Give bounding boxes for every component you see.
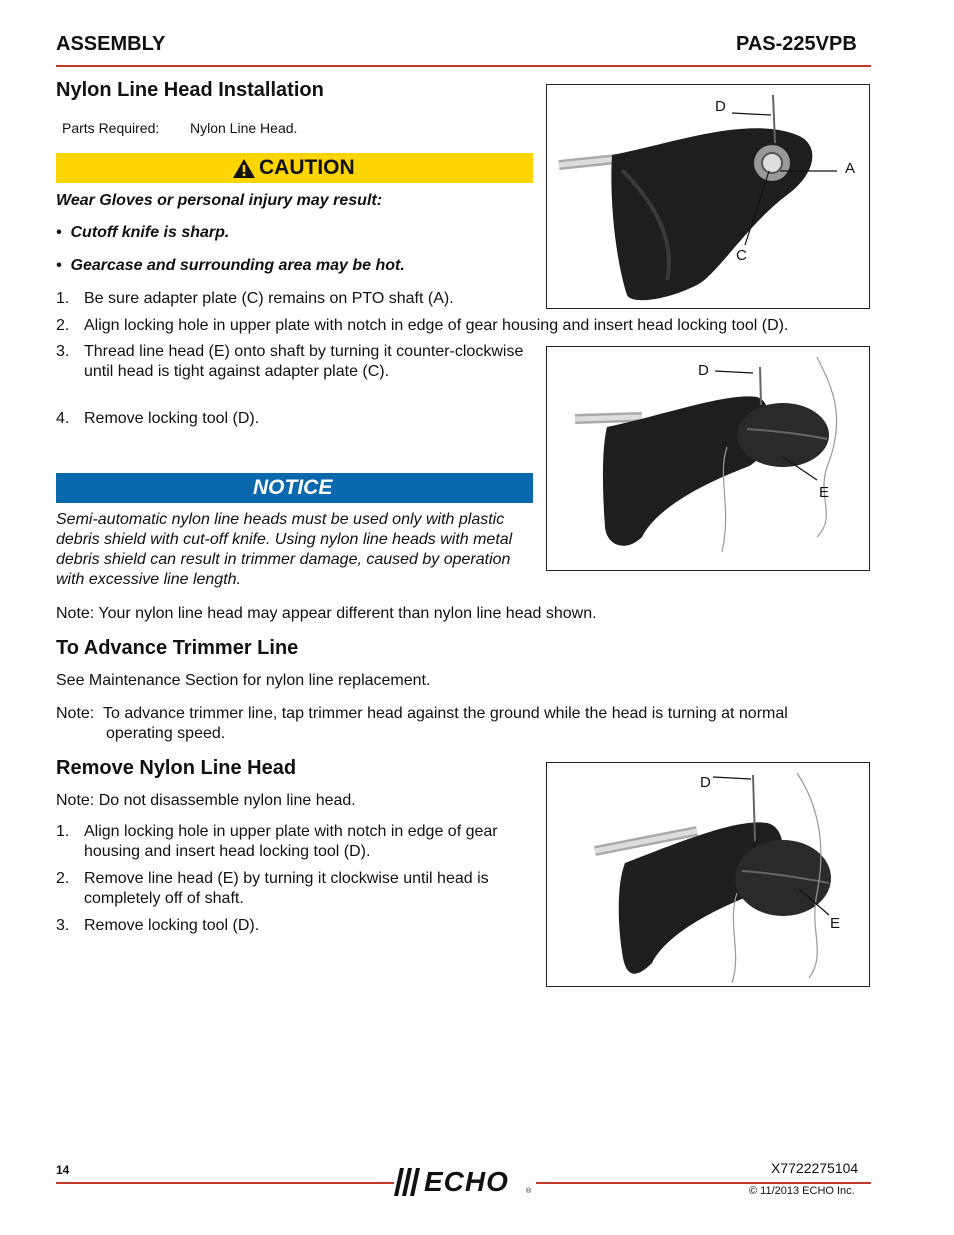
advance-note-text: To advance trimmer line, tap trimmer head against the ground while the head is turning at normal (103, 705, 788, 722)
trimmer-head-drawing (547, 85, 869, 308)
copyright: © 11/2013 ECHO Inc. (749, 1185, 855, 1197)
callout-e: E (819, 484, 830, 501)
trimmer-head-drawing (547, 347, 869, 570)
install-heading: Nylon Line Head Installation (56, 79, 324, 101)
step-text: Thread line head (E) onto shaft by turning it counter-clockwise until head is tight against adapter plate (C). (84, 343, 524, 380)
footer-rule-left (56, 1182, 394, 1184)
step-number: 1. (56, 290, 70, 307)
trimmer-head-drawing (547, 763, 869, 986)
parts-required-label: Parts Required: (62, 120, 160, 136)
caution-bullet-text: Cutoff knife is sharp. (70, 224, 230, 241)
step-number: 3. (56, 343, 70, 360)
step-text: Be sure adapter plate (C) remains on PTO shaft (A). (84, 290, 454, 307)
advance-heading: To Advance Trimmer Line (56, 637, 299, 659)
figure-thread-line-head (546, 346, 870, 571)
remove-heading: Remove Nylon Line Head (56, 757, 297, 779)
model-number: PAS-225VPB (736, 33, 857, 55)
registered-mark: ® (526, 1188, 532, 1195)
notice-text: Semi-automatic nylon line heads must be used only with plastic debris shield with cut-off knife. Using nylon line heads with metal debris shield can result in trimmer damage, caused by operation with excessive line length. (56, 511, 513, 588)
step-number: 2. (56, 870, 70, 887)
callout-a: A (845, 160, 856, 177)
remove-note: Note: Do not disassemble nylon line head. (56, 792, 356, 809)
figure-adapter-plate (546, 84, 870, 309)
callout-c: C (736, 247, 747, 264)
step-text: Align locking hole in upper plate with notch in edge of gear housing and insert head locking tool (D). (84, 317, 789, 334)
step-text: Align locking hole in upper plate with notch in edge of gear housing and insert head locking tool (D). (84, 823, 498, 860)
echo-logo (394, 1166, 536, 1200)
step-text: Remove locking tool (D). (84, 917, 260, 934)
footer-rule-right (536, 1182, 871, 1184)
advance-note-prefix: Note: (56, 705, 95, 722)
notice-label: NOTICE (253, 476, 333, 499)
step-text: Remove line head (E) by turning it clockwise until head is completely off of shaft. (84, 870, 489, 907)
step-number: 2. (56, 317, 70, 334)
header-rule (56, 65, 871, 67)
doc-number: X7722275104 (771, 1160, 859, 1176)
caution-label: CAUTION (259, 156, 355, 179)
advance-note-cont: operating speed. (106, 725, 226, 742)
logo-stripes (394, 1168, 424, 1196)
caution-lead: Wear Gloves or personal injury may result: (56, 192, 383, 209)
step-text: Remove locking tool (D). (84, 410, 260, 427)
parts-required-value: Nylon Line Head. (190, 120, 298, 136)
notice-banner (56, 473, 533, 503)
callout-d: D (698, 362, 709, 379)
section-title: ASSEMBLY (56, 33, 166, 55)
remove-step-2 (56, 869, 536, 909)
callout-d: D (715, 98, 726, 115)
step-number: 4. (56, 410, 70, 427)
step-number: 3. (56, 917, 70, 934)
advance-text: See Maintenance Section for nylon line replacement. (56, 672, 431, 689)
caution-bullet-2: • Gearcase and surrounding area may be hot. (56, 257, 405, 274)
logo-wordmark: ECHO (424, 1166, 509, 1197)
caution-bullet-text: Gearcase and surrounding area may be hot. (70, 257, 405, 274)
install-step-3 (56, 342, 526, 402)
callout-e: E (830, 915, 841, 932)
caution-bullet-1: • Cutoff knife is sharp. (56, 224, 230, 241)
caution-banner (56, 153, 533, 183)
warning-icon (232, 158, 256, 179)
step-number: 1. (56, 823, 70, 840)
callout-d: D (700, 774, 711, 791)
remove-step-1 (56, 822, 536, 862)
figure-remove-line-head (546, 762, 870, 987)
page-number: 14 (56, 1163, 70, 1177)
appearance-note: Note: Your nylon line head may appear different than nylon line head shown. (56, 605, 597, 622)
